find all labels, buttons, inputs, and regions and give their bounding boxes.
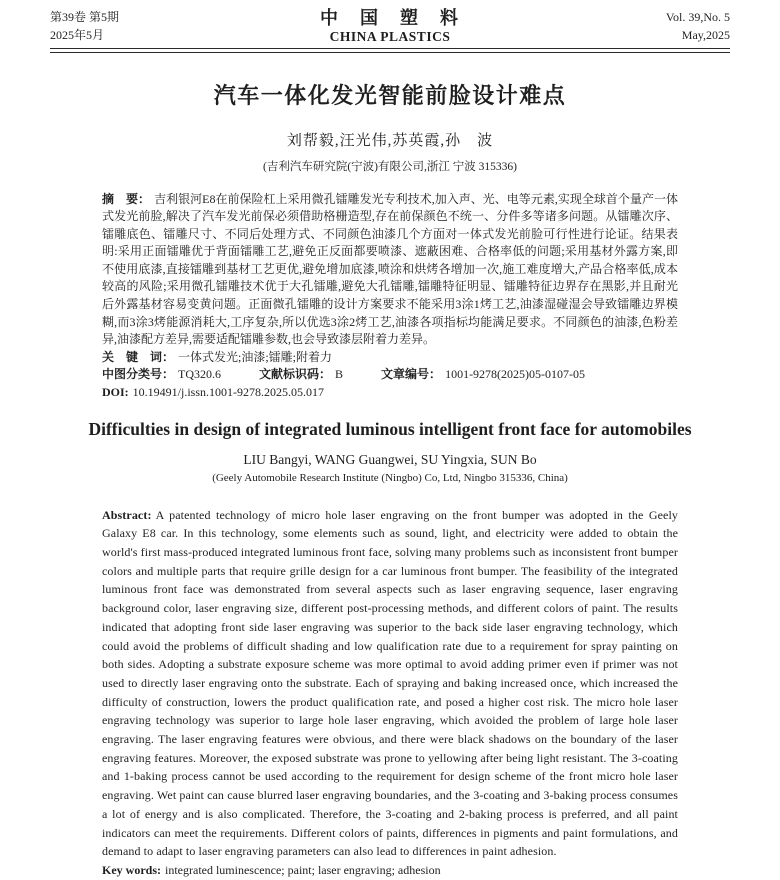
header-center	[170, 8, 610, 45]
clc-value: TQ320.6	[178, 367, 222, 382]
date-cn: 2025年5月	[50, 28, 105, 42]
abstract-text-en: A patented technology of micro hole laser engraving on the front bumper was adopted in the Geely Galaxy E8 car. In this technology, some elements such as sound, light, and electricity were added to obtain the world's first mass-produced integrated luminous front face, solving many problems such as inconsistent front bumper colors and multiple parts that require grille design for a car luminous front bumper. The feasibility of the integrated luminous front face was demonstrated from several aspects such as laser engraving sequence, laser engraving background color, laser engraving size, different post-processing methods, and different colors of paint. The results indicated that adopting front side laser engraving was superior to the back side laser engraving technology, which could avoid the problems of difficult shading and low qualification rate due to a requirement for spray painting on both sides. Adopting a substrate exposure scheme was more optimal to avoid adding primer even if primer was not used to directly laser engraving onto the substrate. Each of spraying and baking increased once, which increased the difficulty of construction, lowers the product qualification rate, and posed a higher cost risk. The micro hole laser engraving technology was superior to large hole laser engraving, which avoided the problem of large hole laser engraving. The laser engraving features were obvious, and there were black shadows on the boundary of the laser engraving features. Moreover, the exposed substrate was prone to yellowing after being light resistant. The 3-coating and 1-baking process cannot be used according to the requirement for design scheme of the front micro hole laser engraving. Wet paint can cause blurred laser engraving boundaries, and the 3-coating and 3-baking process consumes a lot of energy and is also complicated. Therefore, the 3-coating and 2-baking process is preferred, and all paint indicators can meet the requirements. Different colors of paints, differences in pigments and paint formulations, and demand to adapt to laser engraving parameters can also lead to differences in paint adhesion.	[102, 507, 678, 859]
doi-value: 10.19491/j.issn.1001-9278.2025.05.017	[132, 385, 325, 400]
keywords-label-en: Key words:	[102, 862, 161, 877]
document-code	[259, 367, 343, 381]
journal-title-cn: 中 国 塑 料	[320, 8, 460, 28]
article-title-en: Difficulties in design of integrated luminous intelligent front face for automobiles	[88, 418, 692, 439]
abstract-cn	[102, 191, 678, 349]
header-left	[50, 8, 170, 44]
authors-cn: 刘帮毅,汪光伟,苏英霞,孙 波	[286, 132, 494, 149]
doi-label: DOI:	[102, 385, 129, 400]
volume-issue-en: Vol. 39,No. 5	[665, 10, 730, 24]
article-number	[381, 367, 585, 381]
clc-label: 中图分类号：	[102, 367, 175, 382]
abstract-label-en: Abstract:	[102, 507, 152, 522]
keywords-en: integrated luminescence; paint; laser engraving; adhesion	[165, 862, 441, 877]
abstract-label-cn: 摘 要：	[102, 191, 151, 206]
doi-line	[102, 384, 678, 402]
journal-title-en: CHINA PLASTICS	[329, 29, 451, 44]
date-en: May,2025	[681, 28, 730, 42]
keywords-cn: 一体式发光;油漆;镭雕;附着力	[178, 349, 333, 364]
keywords-label-cn: 关 键 词：	[102, 349, 175, 364]
affiliation-cn: (吉利汽车研究院(宁波)有限公司,浙江 宁波 315336)	[263, 160, 517, 173]
abstract-en	[102, 506, 678, 861]
classification-line	[102, 366, 678, 384]
abstract-text-cn: 吉利银河E8在前保险杠上采用微孔镭雕发光专利技术,加入声、光、电等元素,实现全球首个量产一体式发光前脸,解决了汽车发光前保必须借助格栅造型,存在前保颜色不统一、分件多等诸多问题。从镭雕次序、镭雕底色、镭雕尺寸、不同后处理方式、不同颜色油漆几个方面对一体式发光前脸可行性进行论证。结果表明:采用正面镭雕优于背面镭雕工艺,避免正反面都要喷漆、遮蔽困难、合格率低的问题;采用基材外露方案,即不使用底漆,直接镭雕到基材工艺更优,避免增加底漆,喷涂和烘烤各增加一次,施工难度增大,产品合格率低,成本较高的风险;采用微孔镭雕技术优于大孔镭雕,避免大孔镭雕,镭雕特征明显、镭雕特征边界存在黑影,并且耐光后外露基材容易变黄问题。正面微孔镭雕的设计方案要求不能采用3涂1烤工艺,油漆湿碰湿会导致镭雕边界模糊,而3涂3烤能源消耗大,工序复杂,所以优选3涂2烤工艺,油漆各项指标均能满足要求。不同颜色的油漆,色粉差异,油漆配方差异,需要适配镭雕参数,也会导致漆层附着力差异。	[102, 191, 678, 347]
volume-issue-cn: 第39卷 第5期	[50, 10, 120, 24]
article-no-label: 文章编号：	[381, 367, 442, 382]
article-no-value: 1001-9278(2025)05-0107-05	[445, 367, 586, 382]
clc-number	[102, 367, 221, 381]
authors-en: LIU Bangyi, WANG Guangwei, SU Yingxia, SUN Bo	[243, 451, 537, 467]
article-title-cn: 汽车一体化发光智能前脸设计难点	[213, 82, 567, 108]
journal-header	[50, 8, 730, 45]
doc-code-value: B	[335, 367, 344, 382]
header-divider	[50, 48, 730, 53]
doc-code-label: 文献标识码：	[259, 367, 332, 382]
affiliation-en: (Geely Automobile Research Institute (Ningbo) Co, Ltd, Ningbo 315336, China)	[212, 471, 568, 484]
keywords-en-line	[102, 861, 678, 880]
keywords-cn-line	[102, 349, 678, 367]
header-right	[610, 8, 730, 44]
